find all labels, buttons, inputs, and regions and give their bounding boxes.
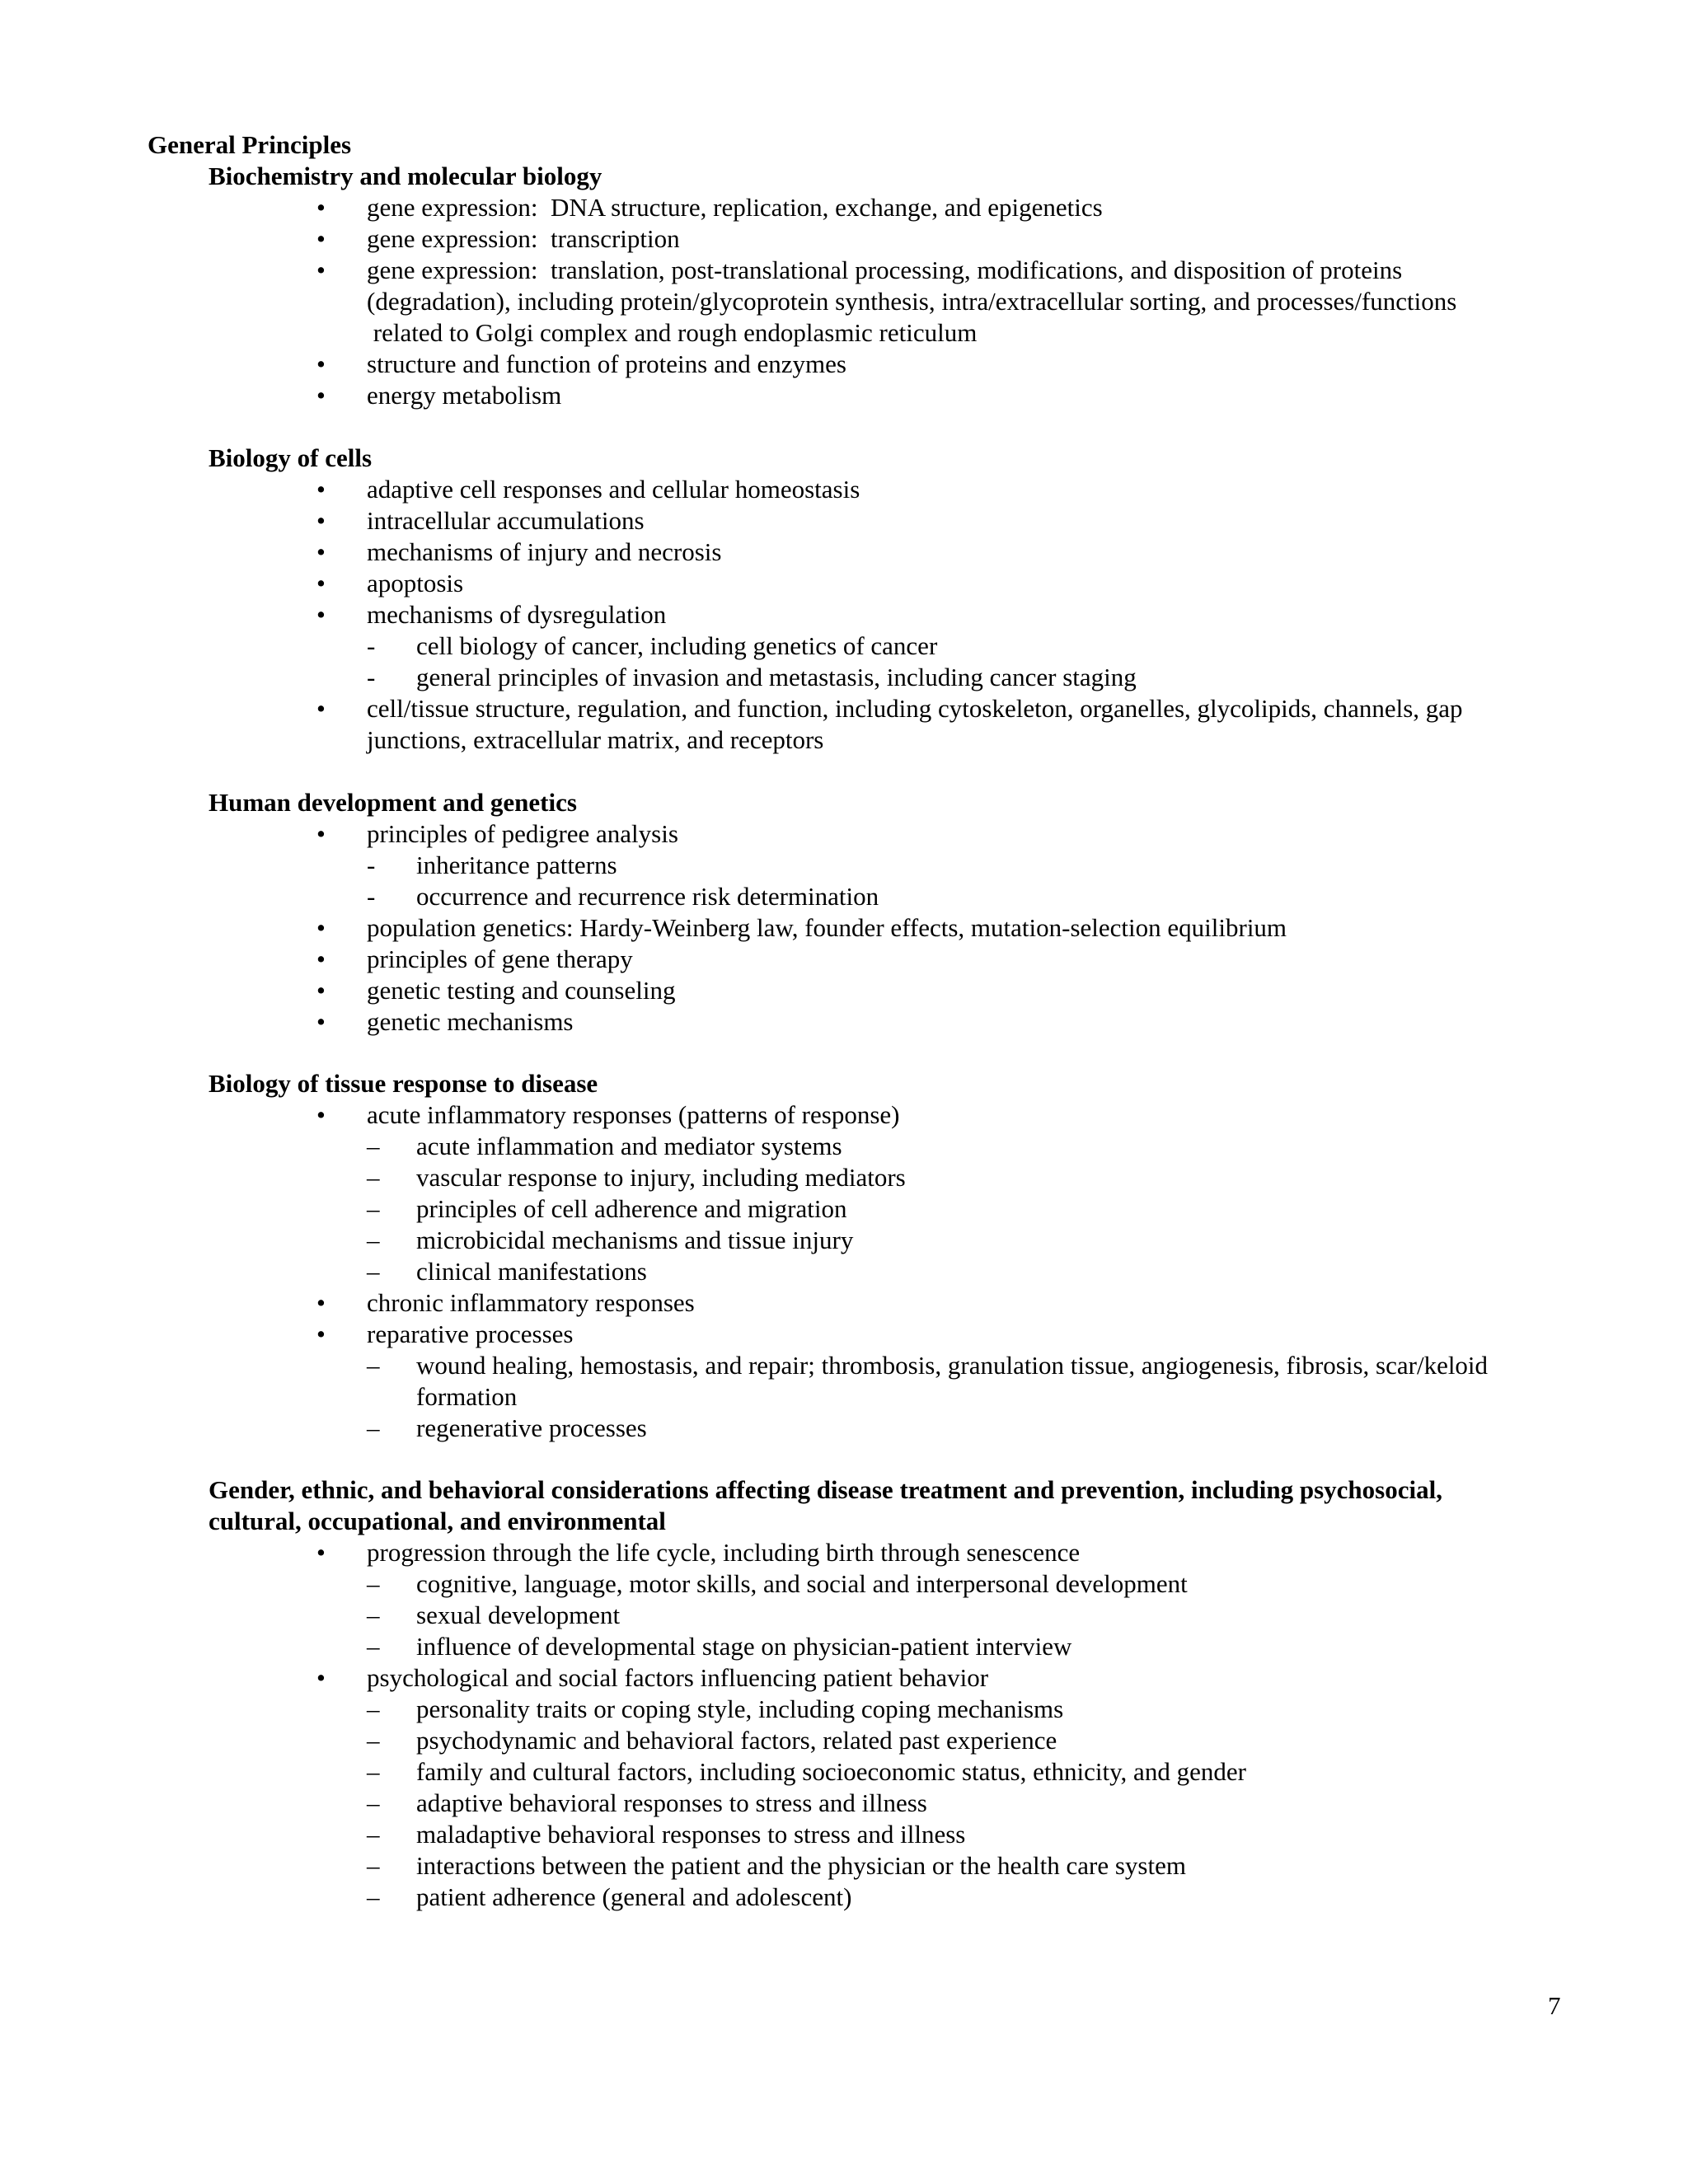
list-item-text: influence of developmental stage on physician-patient interview	[416, 1632, 1072, 1661]
list-item	[209, 1099, 1568, 1131]
bullet-marker: •	[316, 1663, 326, 1692]
list-item-text: occurrence and recurrence risk determination	[416, 882, 879, 911]
bullet-marker: •	[316, 944, 326, 973]
list-item	[209, 1287, 1568, 1319]
list-item-text: junctions, extracellular matrix, and receptors	[367, 725, 824, 754]
sub-list-item	[209, 1850, 1568, 1882]
list-item-text: principles of pedigree analysis	[367, 819, 678, 848]
sub-list-item	[209, 1819, 1568, 1850]
dash-marker: –	[367, 1413, 380, 1442]
section-title: Biochemistry and molecular biology	[209, 162, 603, 190]
hyphen-marker: -	[367, 851, 376, 879]
list-item-text: intracellular accumulations	[367, 506, 645, 535]
list-item	[209, 1662, 1568, 1694]
sub-list-item	[209, 1756, 1568, 1788]
list-item-text: psychodynamic and behavioral factors, related past experience	[416, 1726, 1057, 1755]
section-gender-behavioral	[209, 1474, 1568, 1913]
dash-marker: –	[367, 1882, 380, 1911]
list-item-text: mechanisms of dysregulation	[367, 600, 667, 629]
dash-marker: –	[367, 1851, 380, 1880]
list-item	[209, 1537, 1568, 1568]
dash-marker: –	[367, 1694, 380, 1723]
section-human-development	[209, 787, 1568, 1038]
sub-list-item	[209, 662, 1568, 693]
list-item-text: patient adherence (general and adolescent)	[416, 1882, 852, 1911]
dash-marker: –	[367, 1757, 380, 1786]
hyphen-marker: -	[367, 631, 376, 660]
sub-list-item	[209, 1350, 1568, 1413]
list-item	[209, 255, 1568, 349]
list-item	[209, 474, 1568, 505]
section-title: Human development and genetics	[209, 788, 577, 817]
list-item	[209, 505, 1568, 537]
list-item-text: cognitive, language, motor skills, and social and interpersonal development	[416, 1569, 1188, 1598]
bullet-marker: •	[316, 819, 326, 848]
list-item-text: general principles of invasion and metastasis, including cancer staging	[416, 663, 1137, 691]
hyphen-marker: -	[367, 882, 376, 911]
list-item	[209, 693, 1568, 756]
list-item-text: related to Golgi complex and rough endoplasmic reticulum	[367, 318, 978, 347]
list-item	[209, 192, 1568, 223]
dash-marker: –	[367, 1194, 380, 1223]
sub-list-item	[209, 1600, 1568, 1631]
list-item-text: adaptive cell responses and cellular homeostasis	[367, 475, 860, 504]
sub-list-item	[209, 881, 1568, 912]
dash-marker: –	[367, 1132, 380, 1160]
sub-list-item	[209, 1882, 1568, 1913]
bullet-marker: •	[316, 537, 326, 566]
dash-marker: –	[367, 1163, 380, 1192]
list-item	[209, 223, 1568, 255]
section-title-line: cultural, occupational, and environmental	[209, 1507, 666, 1535]
list-item-text: cell/tissue structure, regulation, and function, including cytoskeleton, organelles, glycolipids, channels, gap	[367, 694, 1463, 723]
sub-list-item	[209, 1568, 1568, 1600]
list-item-text: principles of cell adherence and migration	[416, 1194, 847, 1223]
bullet-marker: •	[316, 569, 326, 598]
list-item-text: apoptosis	[367, 569, 464, 598]
list-item-text: psychological and social factors influencing patient behavior	[367, 1663, 989, 1692]
list-item-text: progression through the life cycle, including birth through senescence	[367, 1538, 1081, 1567]
list-item-text: energy metabolism	[367, 381, 562, 410]
bullet-marker: •	[316, 694, 326, 723]
list-item-text: wound healing, hemostasis, and repair; thrombosis, granulation tissue, angiogenesis, fibrosis, scar/keloid	[416, 1351, 1489, 1380]
list-item-text: genetic mechanisms	[367, 1007, 574, 1036]
list-item	[209, 944, 1568, 975]
dash-marker: –	[367, 1632, 380, 1661]
hyphen-marker: -	[367, 663, 376, 691]
list-item	[209, 1006, 1568, 1038]
list-item-text: family and cultural factors, including socioeconomic status, ethnicity, and gender	[416, 1757, 1246, 1786]
list-item-text: principles of gene therapy	[367, 944, 633, 973]
list-item-text: regenerative processes	[416, 1413, 647, 1442]
sub-list-item	[209, 1225, 1568, 1256]
list-item-text: maladaptive behavioral responses to stress and illness	[416, 1820, 966, 1849]
sub-list-item	[209, 850, 1568, 881]
bullet-marker: •	[316, 600, 326, 629]
bullet-marker: •	[316, 1007, 326, 1036]
bullet-marker: •	[316, 913, 326, 942]
list-item-text: vascular response to injury, including mediators	[416, 1163, 906, 1192]
bullet-marker: •	[316, 1100, 326, 1129]
list-item	[209, 380, 1568, 411]
dash-marker: –	[367, 1351, 380, 1380]
dash-marker: –	[367, 1569, 380, 1598]
bullet-marker: •	[316, 193, 326, 222]
list-item-text: microbicidal mechanisms and tissue injury	[416, 1226, 854, 1254]
bullet-marker: •	[316, 349, 326, 378]
dash-marker: –	[367, 1726, 380, 1755]
list-item	[209, 537, 1568, 568]
section-title: Biology of cells	[209, 443, 373, 472]
sub-list-item	[209, 1788, 1568, 1819]
list-item	[209, 599, 1568, 630]
bullet-marker: •	[316, 1288, 326, 1317]
bullet-marker: •	[316, 381, 326, 410]
bullet-marker: •	[316, 506, 326, 535]
list-item-text: gene expression: translation, post-translational processing, modifications, and disposition of proteins	[367, 255, 1403, 284]
list-item	[209, 975, 1568, 1006]
list-item-text: gene expression: DNA structure, replication, exchange, and epigenetics	[367, 193, 1103, 222]
list-item	[209, 912, 1568, 944]
page-heading: General Principles	[148, 130, 352, 159]
bullet-marker: •	[316, 1319, 326, 1348]
list-item-text: reparative processes	[367, 1319, 574, 1348]
list-item-text: acute inflammatory responses (patterns of response)	[367, 1100, 900, 1129]
list-item-text: clinical manifestations	[416, 1257, 647, 1286]
sub-list-item	[209, 1694, 1568, 1725]
bullet-marker: •	[316, 475, 326, 504]
dash-marker: –	[367, 1820, 380, 1849]
list-item-text: (degradation), including protein/glycoprotein synthesis, intra/extracellular sorting, and processes/functions	[367, 287, 1457, 316]
list-item-text: population genetics: Hardy-Weinberg law, founder effects, mutation-selection equilibrium	[367, 913, 1287, 942]
sub-list-item	[209, 1413, 1568, 1444]
list-item-text: adaptive behavioral responses to stress and illness	[416, 1788, 927, 1817]
bullet-marker: •	[316, 976, 326, 1005]
list-item-text: formation	[416, 1382, 518, 1411]
dash-marker: –	[367, 1226, 380, 1254]
sub-list-item	[209, 1725, 1568, 1756]
list-item-text: interactions between the patient and the physician or the health care system	[416, 1851, 1186, 1880]
sub-list-item	[209, 1131, 1568, 1162]
list-item-text: acute inflammation and mediator systems	[416, 1132, 842, 1160]
section-title-line: Gender, ethnic, and behavioral considerations affecting disease treatment and prevention, including psychosocial,	[209, 1475, 1442, 1504]
list-item-text: structure and function of proteins and enzymes	[367, 349, 846, 378]
list-item-text: chronic inflammatory responses	[367, 1288, 695, 1317]
list-item-text: sexual development	[416, 1601, 621, 1629]
list-item-text: genetic testing and counseling	[367, 976, 676, 1005]
bullet-marker: •	[316, 224, 326, 253]
list-item-text: inheritance patterns	[416, 851, 617, 879]
section-title: Biology of tissue response to disease	[209, 1069, 598, 1098]
dash-marker: –	[367, 1257, 380, 1286]
sub-list-item	[209, 1631, 1568, 1662]
list-item-text: personality traits or coping style, including coping mechanisms	[416, 1694, 1064, 1723]
sub-list-item	[209, 1193, 1568, 1225]
page-number: 7	[1548, 1991, 1561, 2020]
list-item	[209, 349, 1568, 380]
list-item-text: gene expression: transcription	[367, 224, 680, 253]
list-item	[209, 1319, 1568, 1350]
list-item	[209, 568, 1568, 599]
list-item	[209, 818, 1568, 850]
section-tissue-response	[209, 1068, 1568, 1444]
bullet-marker: •	[316, 1538, 326, 1567]
section-biochemistry	[209, 161, 1568, 411]
bullet-marker: •	[316, 255, 326, 284]
list-item-text: mechanisms of injury and necrosis	[367, 537, 722, 566]
sub-list-item	[209, 630, 1568, 662]
list-item-text: cell biology of cancer, including genetics of cancer	[416, 631, 938, 660]
sub-list-item	[209, 1162, 1568, 1193]
dash-marker: –	[367, 1601, 380, 1629]
section-biology-of-cells	[209, 443, 1568, 756]
sub-list-item	[209, 1256, 1568, 1287]
dash-marker: –	[367, 1788, 380, 1817]
